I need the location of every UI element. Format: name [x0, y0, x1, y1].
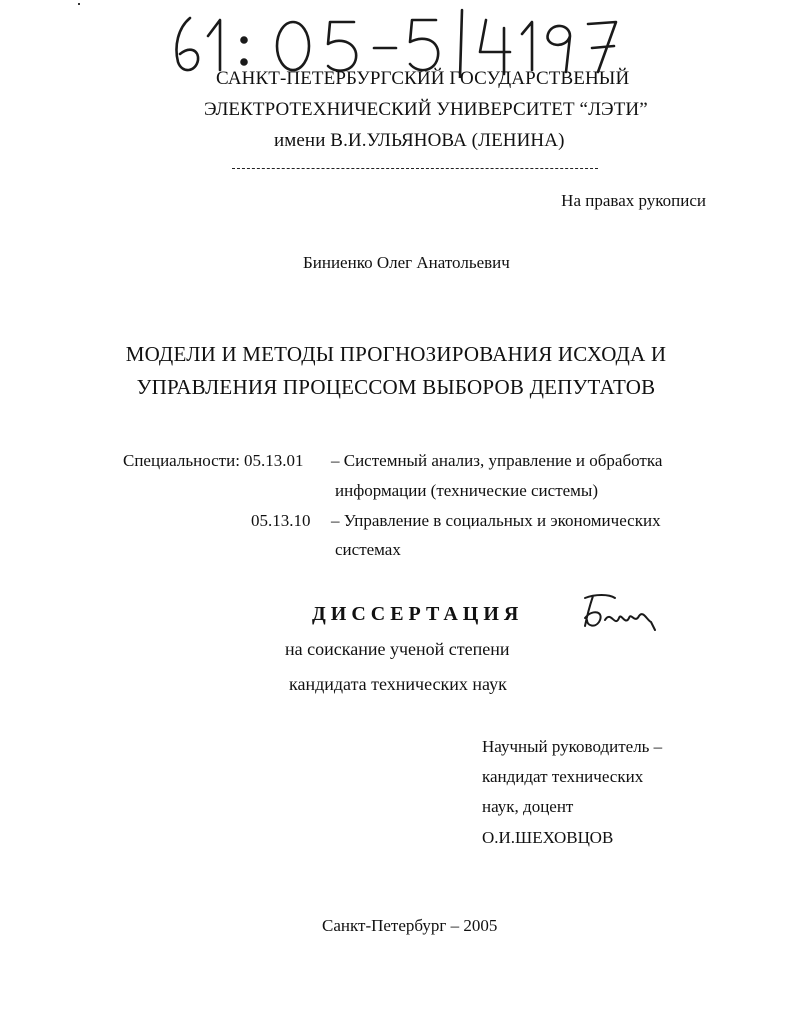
degree-line-1: на соискание ученой степени — [285, 639, 510, 659]
supervisor-title: наук, доцент — [482, 797, 574, 816]
specialties-label: Специальности: — [123, 451, 240, 470]
institution-line-1: САНКТ-ПЕТЕРБУРГСКИЙ ГОСУДАРСТВЕНЫЙ — [216, 68, 630, 89]
degree-line-2: кандидата технических наук — [289, 674, 507, 694]
specialty-description-continued: информации (технические системы) — [335, 481, 599, 500]
supervisor-degree: кандидат технических — [482, 767, 644, 786]
supervisor-name: О.И.ШЕХОВЦОВ — [482, 828, 614, 847]
supervisor-role: Научный руководитель – — [482, 737, 663, 756]
scan-speck — [78, 3, 80, 5]
rights-note: На правах рукописи — [561, 191, 706, 210]
institution-line-3: имени В.И.УЛЬЯНОВА (ЛЕНИНА) — [274, 130, 565, 151]
handwritten-signature — [575, 590, 665, 634]
thesis-title-line-1: МОДЕЛИ И МЕТОДЫ ПРОГНОЗИРОВАНИЯ ИСХОДА И — [125, 342, 667, 366]
institution-line-2: ЭЛЕКТРОТЕХНИЧЕСКИЙ УНИВЕРСИТЕТ “ЛЭТИ” — [204, 99, 648, 120]
specialty-code: 05.13.01 — [244, 451, 304, 470]
thesis-title-line-2: УПРАВЛЕНИЯ ПРОЦЕССОМ ВЫБОРОВ ДЕПУТАТОВ — [136, 375, 656, 399]
document-type: ДИССЕРТАЦИЯ — [312, 603, 524, 625]
dashed-divider — [232, 168, 598, 169]
specialty-description: – Системный анализ, управление и обработка — [331, 451, 663, 470]
city-year: Санкт-Петербург – 2005 — [322, 916, 498, 935]
author-name: Биниенко Олег Анатольевич — [303, 253, 510, 272]
specialty-description: – Управление в социальных и экономических — [331, 511, 661, 530]
specialty-code: 05.13.10 — [251, 511, 311, 530]
specialty-description-continued: системах — [335, 540, 401, 559]
